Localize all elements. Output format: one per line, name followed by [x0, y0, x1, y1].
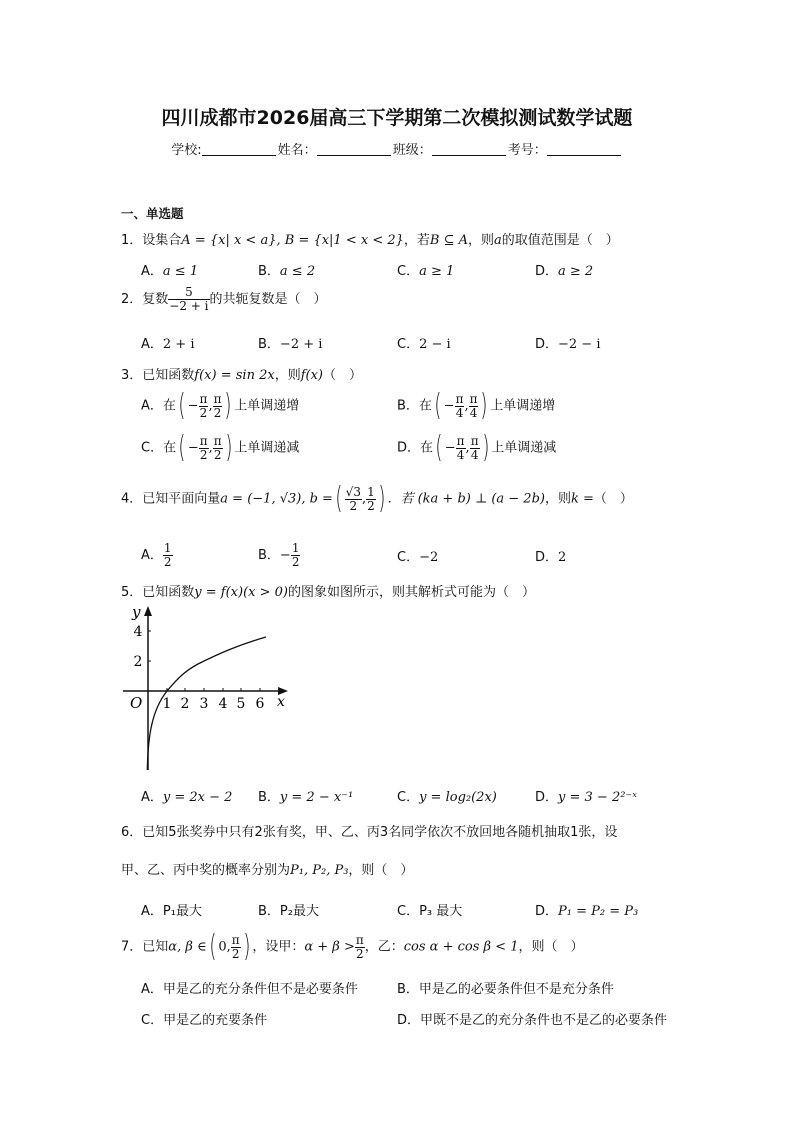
- math-expression: a: [494, 233, 502, 248]
- option-c: C．−2: [397, 550, 439, 565]
- option-d: D．−2 − i: [535, 337, 601, 352]
- question-text: 设集合: [142, 233, 182, 248]
- math-expression: ．若 (ka + b) ⊥ (a − 2b): [387, 491, 545, 507]
- school-label: 学校:: [171, 143, 202, 158]
- question-text: （ ）: [323, 368, 363, 383]
- math-expression: y = f(x)(x > 0): [194, 585, 288, 600]
- option-d: D．在( − $\frac{\pi}{4}$ , $\frac{\pi}{4}$ ) 上单调递减: [397, 430, 557, 465]
- x-tick-label: 4: [218, 696, 228, 712]
- name-blank: [317, 143, 391, 156]
- function-graph: [118, 600, 298, 780]
- question-text: 已知函数: [142, 585, 195, 600]
- page-title: 四川成都市2026届高三下学期第二次模拟测试数学试题: [161, 107, 633, 129]
- question-5: [121, 581, 535, 600]
- option-c: C．在( − $\frac{\pi}{2}$ , $\frac{\pi}{2}$ ) 上单调递减: [141, 430, 300, 465]
- question-text: 复数: [142, 292, 169, 307]
- question-6-line2: 甲、乙、丙中奖的概率分别为P₁, P₂, P₃，则（ ）: [121, 863, 414, 878]
- option-b: B．在( − $\frac{\pi}{4}$ , $\frac{\pi}{4}$ ) 上单调递增: [397, 388, 556, 423]
- math-expression: f(x): [300, 368, 323, 383]
- option-b: B．− $\frac{1}{2}$: [258, 541, 300, 569]
- option-a: A． $\frac{1}{2}$: [141, 541, 172, 569]
- question-number: 1．: [121, 233, 143, 248]
- question-number: 2．: [121, 292, 143, 307]
- question-text: 的取值范围是（ ）: [501, 233, 619, 248]
- question-number: 4．: [121, 491, 143, 507]
- question-text: 已知5张奖券中只有2张有奖，甲、乙、丙3名同学依次不放回地各随机抽取1张，设: [142, 825, 618, 840]
- x-tick-label: 6: [255, 696, 265, 712]
- option-c: C．y = log₂(2x): [397, 790, 497, 805]
- y-tick-label: 4: [133, 624, 143, 640]
- question-text: ，若: [403, 233, 430, 248]
- option-b: B．P₂最大: [258, 904, 319, 919]
- x-tick-label: 5: [236, 696, 246, 712]
- math-expression: A = {x| x < a}, B = {x|1 < x < 2}: [181, 233, 404, 248]
- question-number: 5．: [121, 585, 143, 600]
- id-label: 考号：: [507, 143, 547, 158]
- question-6: [121, 821, 617, 840]
- x-axis-label: x: [277, 694, 285, 710]
- fraction: $\frac{5}{-2 + i}$: [169, 285, 209, 313]
- option-a: A．y = 2x − 2: [141, 790, 233, 805]
- student-info-row: [0, 139, 794, 158]
- section-title: 一、单选题: [121, 206, 184, 221]
- question-text: 的共轭复数是（ ）: [209, 292, 327, 307]
- id-blank: [547, 143, 621, 156]
- question-text: ，则: [468, 233, 495, 248]
- math-expression: B ⊆ A: [429, 233, 469, 248]
- option-a: A．2 + i: [141, 337, 195, 352]
- y-axis-arrow: [144, 606, 152, 616]
- option-d: D．a ≥ 2: [535, 264, 594, 279]
- option-a: A．a ≤ 1: [141, 264, 199, 279]
- y-tick-label: 2: [133, 654, 143, 670]
- question-text: ，则: [274, 368, 301, 383]
- option-c: C．a ≥ 1: [397, 264, 455, 279]
- question-text: 已知平面向量: [142, 491, 221, 507]
- question-text: 已知函数: [142, 368, 195, 383]
- option-b: B．y = 2 − x⁻¹: [258, 790, 354, 805]
- question-number: 3．: [121, 368, 143, 383]
- question-4: 4．已知平面向量a = (−1, √3), b =( $\frac{√3}{2}$ , $\frac{1}{2}$ ) ．若 (ka + b) ⊥ (a − 2b)，则k =（ ）: [121, 481, 633, 516]
- name-label: 姓名：: [277, 143, 317, 158]
- option-d: D．甲既不是乙的充分条件也不是乙的必要条件: [397, 1013, 668, 1028]
- x-tick-label: 3: [199, 696, 209, 712]
- option-c: C．2 − i: [397, 337, 451, 352]
- option-d: D．y = 3 − 2²⁻ˣ: [535, 790, 637, 805]
- question-1: [121, 229, 619, 248]
- option-c: C．甲是乙的充要条件: [141, 1013, 268, 1028]
- question-7: 7．已知α, β ∈( 0, $\frac{\pi}{2}$ ) ，设甲：α + β > $\frac{\pi}{2}$ ，乙：cos α + cos β < 1，则（ ）: [121, 929, 584, 964]
- question-3: [121, 364, 362, 383]
- option-c: C．P₃ 最大: [397, 904, 463, 919]
- option-b: B．甲是乙的必要条件但不是充分条件: [397, 982, 614, 997]
- option-d: D．2: [535, 550, 567, 565]
- option-b: B．a ≤ 2: [258, 264, 316, 279]
- option-d: D．P₁ = P₂ = P₃: [535, 904, 639, 919]
- question-2: [121, 286, 327, 313]
- school-blank: [202, 143, 276, 156]
- question-number: 6．: [121, 825, 143, 840]
- option-a: A．甲是乙的充分条件但不是必要条件: [141, 982, 358, 997]
- option-b: B．−2 + i: [258, 337, 323, 352]
- y-axis-label: y: [132, 603, 141, 621]
- class-blank: [432, 143, 506, 156]
- class-label: 班级：: [392, 143, 432, 158]
- option-a: A．在( − $\frac{\pi}{2}$ , $\frac{\pi}{2}$ ) 上单调递增: [141, 388, 300, 423]
- origin-label: O: [130, 694, 143, 712]
- question-number: 7．: [121, 939, 143, 955]
- x-tick-label: 2: [180, 696, 190, 712]
- math-expression: a = (−1, √3), b =: [220, 491, 333, 507]
- x-tick-label: 1: [162, 696, 172, 712]
- math-expression: f(x) = sin 2x: [194, 368, 275, 383]
- question-text: 的图象如图所示，则其解析式可能为（ ）: [288, 585, 536, 600]
- option-a: A．P₁最大: [141, 904, 202, 919]
